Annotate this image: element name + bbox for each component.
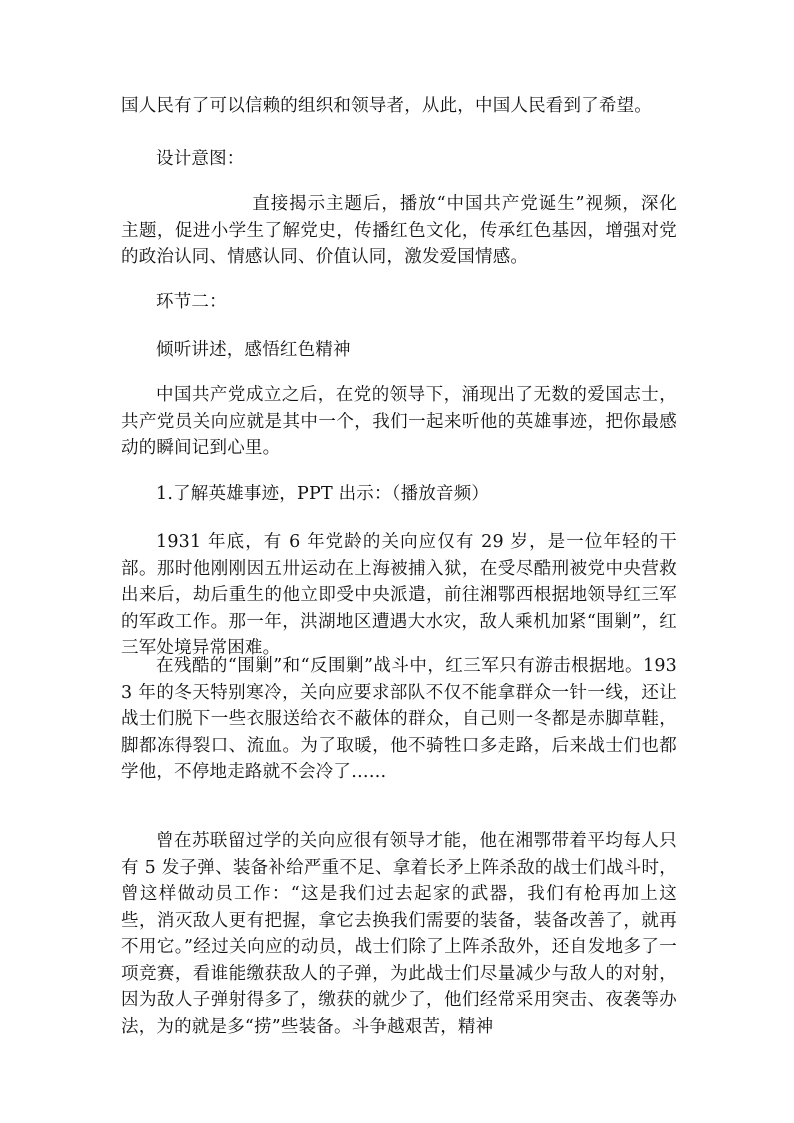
paragraph-intro-continuation: 国人民有了可以信赖的组织和领导者，从此，中国人民看到了希望。 (121, 96, 652, 116)
hero-story-step-heading: 1.了解英雄事迹，PPT 出示：（播放音频） (156, 484, 490, 504)
design-intent-paragraph: 直接揭示主题后，播放“中国共产党诞生”视频，深化主题，促进小学生了解党史，传播红色文化，传承红色基因，增强对党的政治认同、情感认同、价值认同，激发爱国情感。 (121, 194, 677, 267)
design-intent-heading: 设计意图： (156, 149, 245, 169)
hero-story-paragraph-leadership: 曾在苏联留过学的关向应很有领导才能，他在湘鄂带着平均每人只有 5 发子弹、装备补给严重不足、拿着长矛上阵杀敌的战士们战斗时，曾这样做动员工作：“这是我们过去起家的武器，我们有枪再加上这些，消灭敌人更有把握，拿它去换我们需要的装备，装备改善了，就再不用它。”经过关向应的动员，战士们除了上阵杀敌外，还自发地多了一项竞赛，看谁能缴获敌人的子弹，为此战士们尽量减少与敌人的对射，因为敌人子弹射得多了，缴获的就少了，他们经常采用突击、夜袭等办法，为的就是多“捞”些装备。斗争越艰苦，精神 (121, 831, 677, 1037)
hero-story-paragraph-1931: 1931 年底，有 6 年党龄的关向应仅有 29 岁，是一位年轻的干部。那时他刚刚因五卅运动在上海被捕入狱，在受尽酷刑被党中央营救出来后，劫后重生的他立即受中央派遣，前往湘鄂西根据地领导红三军的军政工作。那一年，洪湖地区遭遇大水灾，敌人乘机加紧“围剿”，红三军处境异常困难。 (121, 532, 677, 658)
hero-introduction-paragraph: 中国共产党成立之后，在党的领导下，涌现出了无数的爱国志士，共产党员关向应就是其中一个，我们一起来听他的英雄事迹，把你最感动的瞬间记到心里。 (121, 385, 677, 458)
hero-story-paragraph-1933: 在残酷的“围剿”和“反围剿”战斗中，红三军只有游击根据地。1933 年的冬天特别寒冷，关向应要求部队不仅不能拿群众一针一线，还让战士们脱下一些衣服送给衣不蔽体的群众，自己则一冬都是赤脚草鞋，脚都冻得裂口、流血。为了取暖，他不骑牲口多走路，后来战士们也都学他，不停地走路就不会冷了…… (121, 656, 677, 782)
section-two-heading: 环节二： (156, 292, 227, 312)
section-two-title: 倾听讲述，感悟红色精神 (156, 340, 351, 360)
